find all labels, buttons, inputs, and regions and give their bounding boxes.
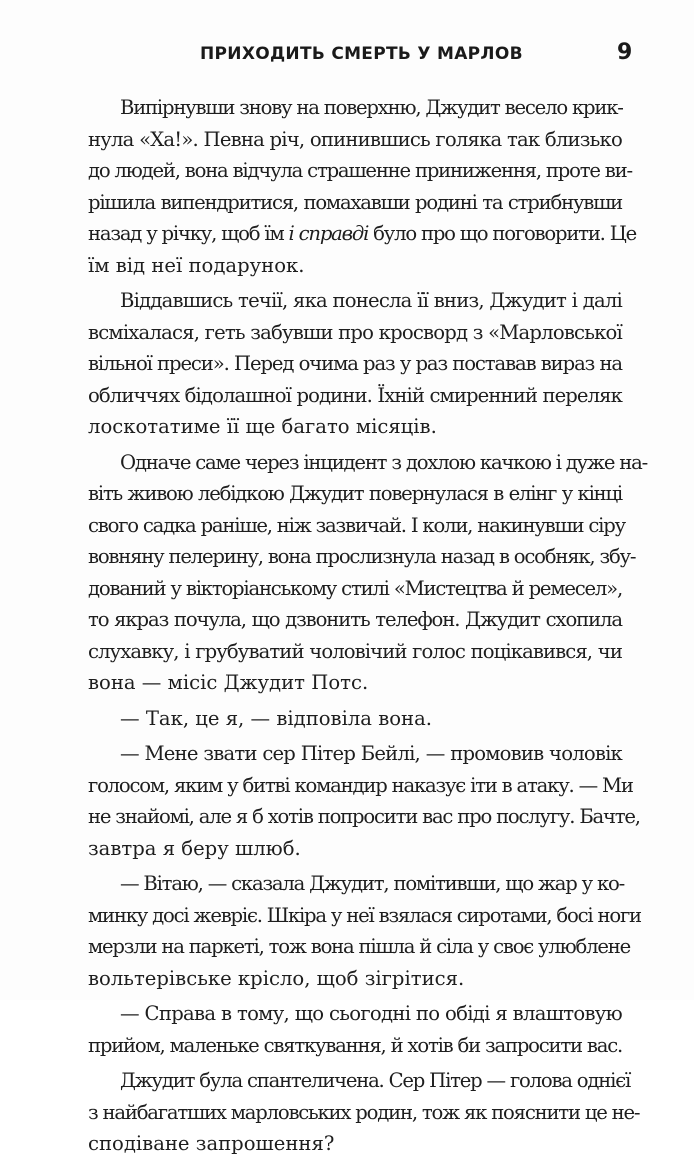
page-number: 9 [617, 40, 633, 65]
text-line: Випірнувши знову на поверхню, Джудит весело крик- [120, 96, 623, 119]
text-line: дований у вікторіанському стилі «Мистецтва й ремесел», [88, 576, 622, 600]
text-line [88, 218, 637, 250]
page-header [0, 40, 694, 72]
text-line: рішила випендритися, помахавши родині та стрибнувши [88, 190, 622, 214]
text-line: мерзли на паркеті, тож вона пішла й сіла у своє улюблене [88, 935, 631, 958]
text-line: вільної преси». Перед очима раз у раз поставав вираз на [88, 352, 622, 375]
text-line: — Мене звати сер Пітер Бейлі, — промовив чоловік [120, 742, 622, 765]
text-line: обличчях бідолашної родини. Їхній смиренний переляк [88, 383, 622, 407]
text-line: — Так, це я, — відповіла вона. [120, 706, 433, 730]
text-line: — Вітаю, — сказала Джудит, помітивши, що жар у ко- [120, 872, 625, 895]
paragraph [88, 998, 622, 1061]
text-line: завтра я беру шлюб. [88, 836, 301, 860]
text-line: Віддавшись течії, яка понесла її вниз, Джудит і далі [120, 289, 622, 312]
text-segment: було про що поговорити. Це [368, 222, 637, 245]
text-line: не знайомі, але я б хотів попросити вас про послугу. Бачте, [88, 805, 640, 828]
text-line: віть живою лебідкою Джудит повернулася в елінг у кінці [88, 482, 622, 505]
running-title: ПРИХОДИТЬ СМЕРТЬ У МАРЛОВ [200, 44, 523, 64]
text-body [88, 92, 648, 1164]
text-line: — Справа в тому, що сьогодні по обіді я влаштовую [120, 1002, 622, 1025]
paragraph [88, 1065, 640, 1160]
paragraph [88, 703, 622, 735]
text-line: до людей, вона відчула страшенне приниження, проте ви- [88, 159, 632, 182]
paragraph [88, 285, 622, 443]
text-line: голосом, яким у битві командир наказує іти в атаку. — Ми [88, 773, 633, 797]
text-line: Джудит була спантеличена. Сер Пітер — голова однієї [120, 1069, 631, 1092]
paragraph [88, 868, 641, 994]
text-line: свого садка раніше, ніж зазвичай. І коли, накинувши сіру [88, 513, 625, 537]
text-segment: назад у річку, щоб їм [88, 222, 289, 245]
text-line: сподіване запрошення? [88, 1132, 335, 1155]
paragraph [88, 92, 637, 281]
text-line: Одначе саме через інцидент з дохлою качкою і дуже на- [120, 450, 648, 474]
paragraph [88, 738, 640, 864]
text-line: то якраз почула, що дзвонить телефон. Джудит схопила [88, 608, 622, 631]
text-line: вовняну пелерину, вона прослизнула назад в особняк, збу- [88, 545, 636, 568]
text-line: лоскотатиме її ще багато місяців. [88, 415, 437, 438]
paragraph [88, 447, 648, 699]
text-line: слухавку, і грубуватий чоловічий голос поцікавився, чи [88, 639, 622, 663]
text-line: вольтерівське крісло, щоб зігрітися. [88, 966, 465, 990]
text-line: з найбагатших марловських родин, тож як пояснити це не- [88, 1100, 640, 1124]
text-line: минку досі жевріє. Шкіра у неї взялася сиротами, босі ноги [88, 903, 641, 927]
text-line: прийом, маленьке святкування, й хотів би запросити вас. [88, 1033, 623, 1057]
italic-emphasis: і справді [288, 222, 369, 245]
text-line: всміхалася, геть забувши про кросворд з «Марловської [88, 320, 622, 344]
text-line: нула «Ха!». Певна річ, опинившись голяка так близько [88, 127, 622, 151]
text-line: їм від неї подарунок. [88, 253, 305, 277]
text-line: вона — місіс Джудит Потс. [88, 671, 369, 694]
